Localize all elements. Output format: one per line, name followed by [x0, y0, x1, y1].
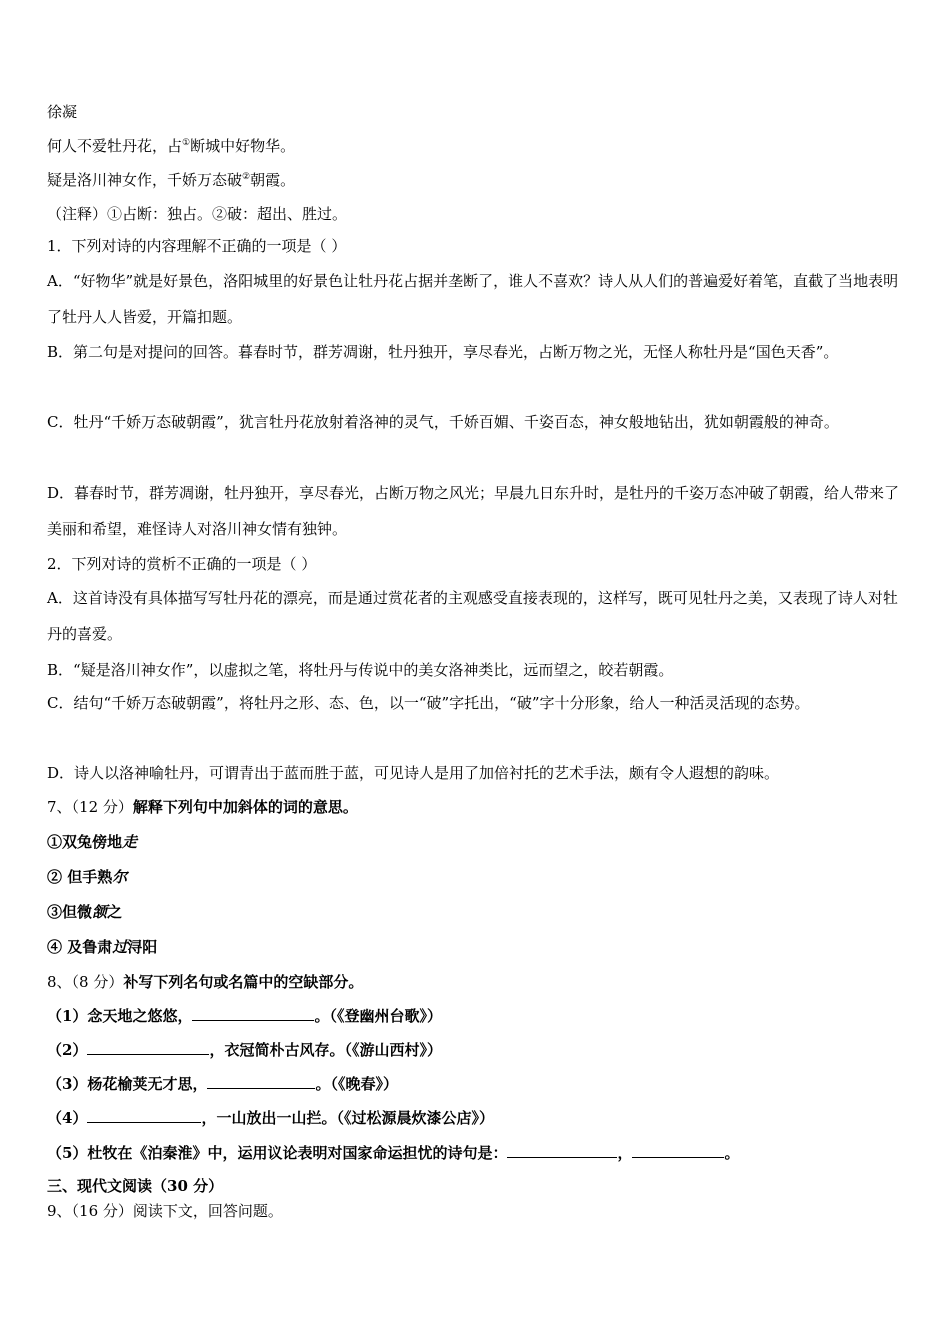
q7-prefix: 7、（12 分） [47, 798, 133, 816]
q8-line-4-b: ，一山放出一山拦。（《过松源晨炊漆公店》） [201, 1109, 494, 1127]
q8-title: 补写下列名句或名篇中的空缺部分。 [123, 973, 364, 991]
q7-header [47, 797, 907, 817]
q8-blank-1[interactable] [192, 1006, 314, 1021]
q2-option-d: D．诗人以洛神喻牡丹，可谓青出于蓝而胜于蓝，可见诗人是用了加倍衬托的艺术手法，颇有令人遐想的韵味。 [47, 764, 780, 782]
q1-option-a: A．“好物华”就是好景色，洛阳城里的好景色让牡丹花占据并垄断了，谁人不喜欢？诗人从人们的普遍爱好着笔，直截了当地表明了牡丹人人皆爱，开篇扣题。 [47, 272, 899, 326]
q7-item-3-post: 之 [107, 903, 123, 921]
q8-line-2 [47, 1040, 907, 1060]
q8-line-5-c: 。 [724, 1144, 740, 1162]
section-3-title: 三、现代文阅读（30 分） [47, 1177, 224, 1195]
q8-blank-4[interactable] [87, 1108, 201, 1123]
q7-item-2-num: ② [47, 868, 68, 886]
q1-stem: 1．下列对诗的内容理解不正确的一项是（ ） [47, 237, 347, 255]
q2-option-c: C．结句“千娇万态破朝霞”，将牡丹之形、态、色，以一“破”字托出，“破”字十分形象，给人一种活灵活现的态势。 [47, 694, 810, 712]
q8-line-5 [47, 1143, 907, 1163]
q8-line-1-a: （1）念天地之悠悠， [47, 1007, 193, 1025]
q8-prefix: 8、（8 分） [47, 973, 124, 991]
q8-line-1-b: 。（《登幽州台歌》） [314, 1007, 442, 1025]
q7-item-3-num: ③ [47, 903, 63, 921]
q8-line-2-a: （2） [47, 1041, 88, 1059]
poem-author: 徐凝 [47, 103, 78, 121]
q8-blank-2[interactable] [87, 1040, 209, 1055]
q7-item-4-post: 浔阳 [127, 938, 158, 956]
q2-option-a: A．这首诗没有具体描写写牡丹花的漂亮，而是通过赏花者的主观感受直接表现的，这样写，既可见牡丹之美，又表现了诗人对牡丹的喜爱。 [47, 589, 898, 643]
q7-item-4-num: ④ [47, 938, 68, 956]
q7-title: 解释下列句中加斜体的词的意思。 [132, 798, 358, 816]
q8-line-3 [47, 1074, 907, 1094]
q8-line-4-a: （4） [47, 1109, 88, 1127]
poem-line-1-part-b: 断城中好物华。 [190, 137, 296, 155]
q2-stem: 2．下列对诗的赏析不正确的一项是（ ） [47, 555, 317, 573]
q8-line-4 [47, 1108, 907, 1128]
q7-item-1-pre: 双兔傍地 [62, 833, 123, 851]
q2-option-b: B．“疑是洛川神女作”，以虚拟之笔，将牡丹与传说中的美女洛神类比，远而望之，皎若朝霞。 [47, 661, 674, 679]
q8-header [47, 972, 907, 992]
q7-item-2-word: 尔 [112, 868, 128, 886]
q7-item-3 [47, 902, 907, 922]
q9-stem: 9、（16 分）阅读下文，回答问题。 [47, 1202, 283, 1220]
poem-line-2-part-b: 朝霞。 [250, 171, 296, 189]
q1-option-c: C．牡丹“千娇万态破朝霞”，犹言牡丹花放射着洛神的灵气，千娇百媚、千姿百态，神女般地钻出，犹如朝霞般的神奇。 [47, 413, 839, 431]
q7-item-2-pre: 但手熟 [67, 868, 113, 886]
q8-line-2-b: ，衣冠简朴古风存。（《游山西村》） [209, 1041, 442, 1059]
q8-line-1 [47, 1006, 907, 1026]
poem-line-2-part-a: 疑是洛川神女作，千娇万态破 [47, 171, 243, 189]
q8-blank-3[interactable] [207, 1074, 315, 1089]
q1-option-b: B．第二句是对提问的回答。暮春时节，群芳凋谢，牡丹独开，享尽春光，占断万物之光，无怪人称牡丹是“国色天香”。 [47, 343, 839, 361]
poem-line-2 [47, 170, 907, 190]
q8-line-3-a: （3）杨花榆荚无才思， [47, 1075, 208, 1093]
q7-item-2 [47, 867, 907, 887]
q1-option-d: D．暮春时节，群芳凋谢，牡丹独开，享尽春光，占断万物之风光；早晨九日东升时，是牡丹的千姿万态冲破了朝霞，给人带来了美丽和希望，难怪诗人对洛川神女情有独钟。 [47, 484, 900, 538]
q7-item-1-num: ① [47, 833, 63, 851]
q7-item-3-word: 颔 [92, 903, 108, 921]
q8-line-5-a: （5）杜牧在《泊秦淮》中，运用议论表明对国家命运担忧的诗句是： [47, 1144, 508, 1162]
q8-blank-5[interactable] [507, 1143, 617, 1158]
poem-note: （注释）①占断：独占。②破：超出、胜过。 [47, 205, 348, 223]
poem-line-1-part-a: 何人不爱牡丹花，占 [47, 137, 183, 155]
q8-line-5-b: ， [617, 1144, 633, 1162]
q7-item-4-pre: 及鲁肃 [67, 938, 113, 956]
note-mark-1: ① [182, 138, 191, 148]
q8-blank-6[interactable] [632, 1143, 724, 1158]
poem-line-1 [47, 136, 907, 156]
q7-item-4-word: 过 [112, 938, 128, 956]
q8-line-3-b: 。（《晚春》） [315, 1075, 398, 1093]
q7-item-1 [47, 832, 907, 852]
note-mark-2: ② [242, 172, 251, 182]
q7-item-1-word: 走 [122, 833, 138, 851]
q7-item-3-pre: 但微 [62, 903, 93, 921]
q7-item-4 [47, 937, 907, 957]
